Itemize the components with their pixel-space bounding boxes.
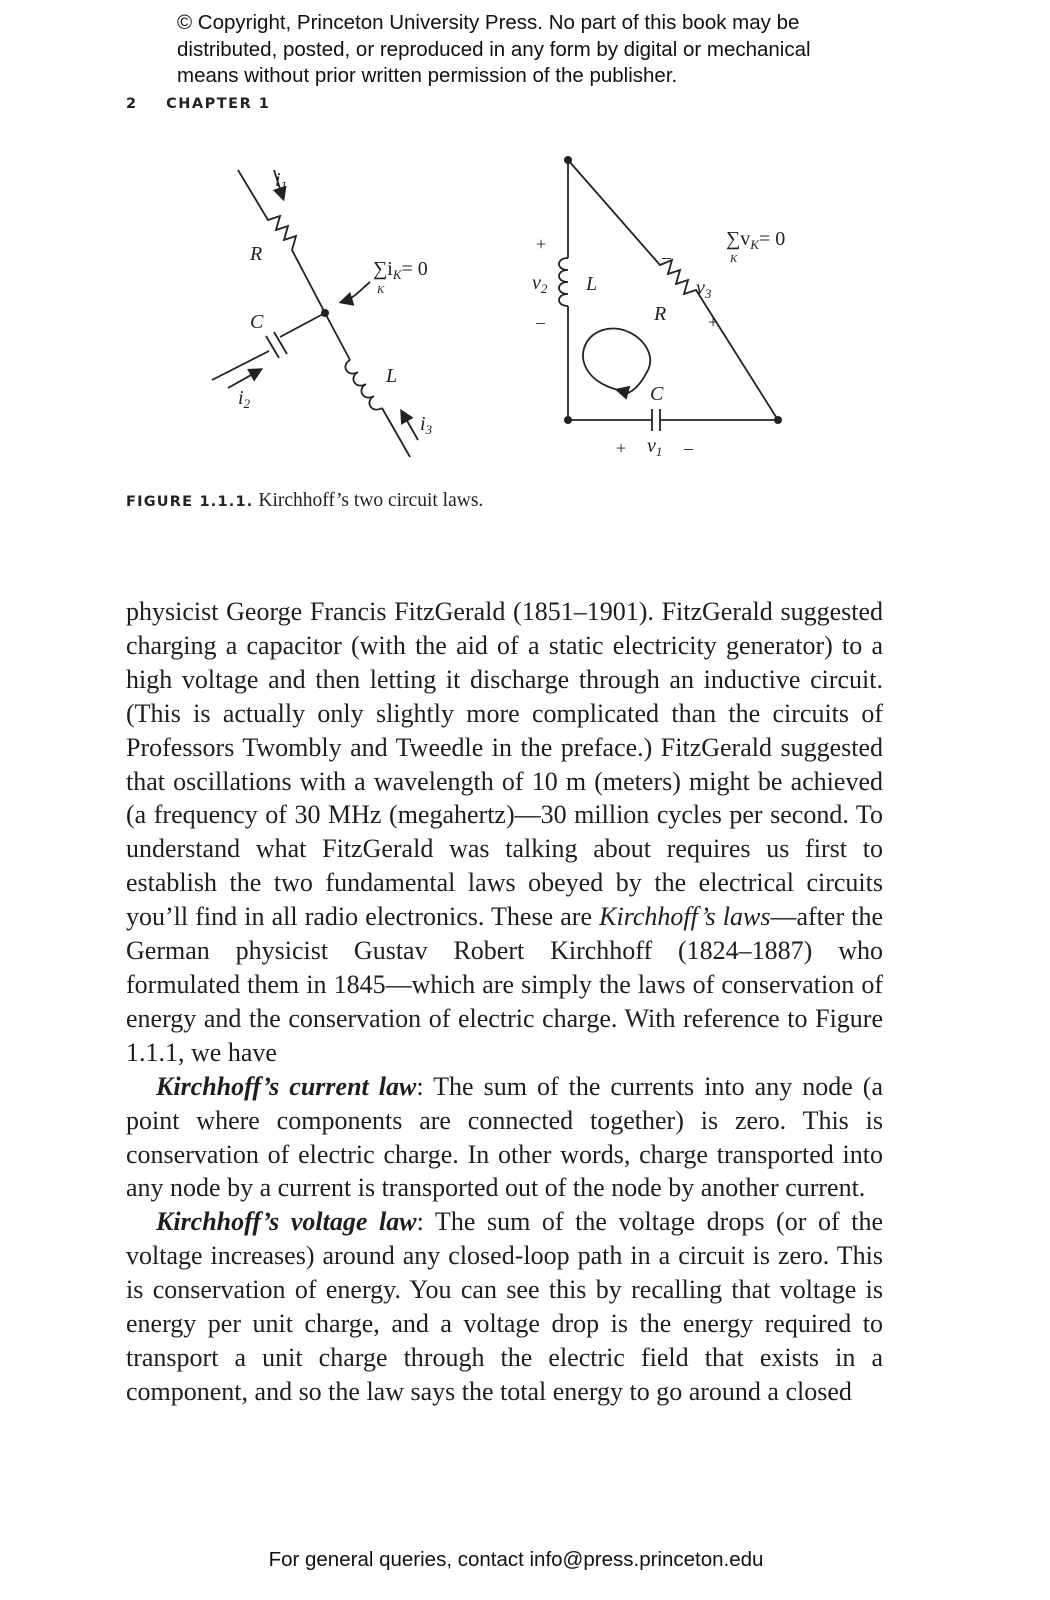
label-l-left: L	[386, 365, 398, 387]
inductor-l-wire-bottom	[382, 408, 410, 457]
label-current-sum-index: K	[377, 284, 385, 296]
figure-caption	[126, 490, 483, 512]
loop-diagonal-wire	[568, 160, 778, 420]
body-text	[126, 595, 883, 1409]
paragraph-current-law	[126, 1070, 883, 1206]
label-voltage-sum: $\sum v_K= 0$	[726, 228, 786, 252]
loop-direction-arrow	[583, 328, 650, 393]
arrow-i2	[228, 370, 260, 388]
label-c-left: C	[250, 311, 264, 333]
arrow-i3	[402, 412, 418, 440]
label-r-right: R	[654, 303, 667, 325]
capacitor-c-wire-bottom	[212, 351, 269, 380]
label-i2: $i_2$	[238, 387, 251, 411]
capacitor-c-wire-top	[280, 313, 325, 337]
paragraph-1-text-end: —after the German physicist Gustav Robert Kirchhoff (1824–1887) who formulated them in 1845—which are simply the laws of conservation of energy and the conservation of electric charge. With reference to Figure 1.1.1, we have	[126, 902, 884, 1067]
inductor-l-wire-top	[325, 313, 350, 360]
label-current-sum: $\sum i_K= 0$	[373, 258, 428, 282]
page-number: 2	[126, 96, 138, 112]
footer-contact: For general queries, contact info@press.princeton.edu	[268, 1548, 764, 1571]
label-c-right: C	[650, 383, 664, 405]
label-v3: $v_3$	[696, 277, 712, 301]
paragraph-1-text: physicist George Francis FitzGerald (1851–1901). FitzGerald suggested charging a capacitor (with the aid of a static electricity generator) to a high voltage and then letting it discharge through an inductive circuit. (This is actually only slightly more complicated than the circuits of Professors Twombly and Tweedle in the preface.) FitzGerald suggested that oscillations with a wavelength of 10 m (meters) might be achieved (a frequency of 30 MHz (megahertz)—30 million cycles per second. To understand what FitzGerald was talking about requires us first to establish the two fundamental laws obeyed by the electrical circuits you’ll find in all radio electronics. These are	[126, 597, 883, 932]
label-v2-minus: –	[536, 312, 545, 332]
figure-kirchhoff-laws	[180, 150, 830, 470]
figure-caption-label: FIGURE 1.1.1.	[126, 494, 254, 510]
circuit-diagrams	[180, 150, 830, 470]
label-i3: $i_3$	[420, 413, 433, 437]
corner-dot-top	[564, 156, 572, 164]
label-v2-plus: +	[536, 234, 547, 254]
kirchhoffs-laws-term: Kirchhoff’s laws	[599, 902, 771, 932]
corner-dot-bottom-left	[564, 416, 572, 424]
paragraph-1	[126, 595, 883, 1070]
label-voltage-sum-index: K	[730, 253, 738, 265]
voltage-law-diagram	[559, 160, 778, 431]
label-i1: $i_1$	[275, 169, 288, 193]
running-head	[126, 96, 270, 112]
chapter-label: CHAPTER 1	[166, 96, 271, 112]
label-v1-minus: –	[684, 438, 693, 458]
label-v1-plus: +	[616, 438, 627, 458]
corner-dot-bottom-right	[774, 416, 782, 424]
label-v3-minus: –	[662, 247, 671, 267]
label-l-right: L	[586, 273, 598, 295]
voltage-law-text: : The sum of the voltage drops (or of the voltage increases) around any closed-loop path in a circuit is zero. This is conservation of energy. You can see this by recalling that voltage is energy per unit charge, and a voltage drop is the energy required to transport a unit charge through the electric field that exists in a component, and so the law says the total energy to go around a closed	[126, 1207, 883, 1406]
inductor-l-right-coil	[559, 258, 568, 306]
node-dot	[321, 309, 329, 317]
figure-caption-text: Kirchhoff’s two circuit laws.	[253, 490, 484, 511]
paragraph-voltage-law	[126, 1205, 883, 1408]
label-v1: $v_1$	[647, 435, 663, 459]
copyright-notice: © Copyright, Princeton University Press. No part of this book may be distributed, posted, or reproduced in any form by digital or mechanical means without prior written permission of the publisher.	[177, 11, 811, 87]
current-law-term: Kirchhoff’s current law	[156, 1071, 417, 1101]
node-pointer	[342, 282, 370, 302]
voltage-law-term: Kirchhoff’s voltage law	[156, 1207, 417, 1237]
label-r-left: R	[250, 243, 263, 265]
capacitor-c-plate-1	[266, 336, 279, 358]
current-law-text: : The sum of the currents into any node (a point where components are connected together) is zero. This is conservation of electric charge. In other words, charge transported into any node by a current is transported out of the node by another current.	[126, 1071, 884, 1203]
inductor-l-coil	[345, 360, 382, 410]
current-law-diagram	[212, 170, 418, 457]
label-v2: $v_2$	[532, 272, 548, 296]
label-v3-plus: +	[708, 312, 719, 332]
